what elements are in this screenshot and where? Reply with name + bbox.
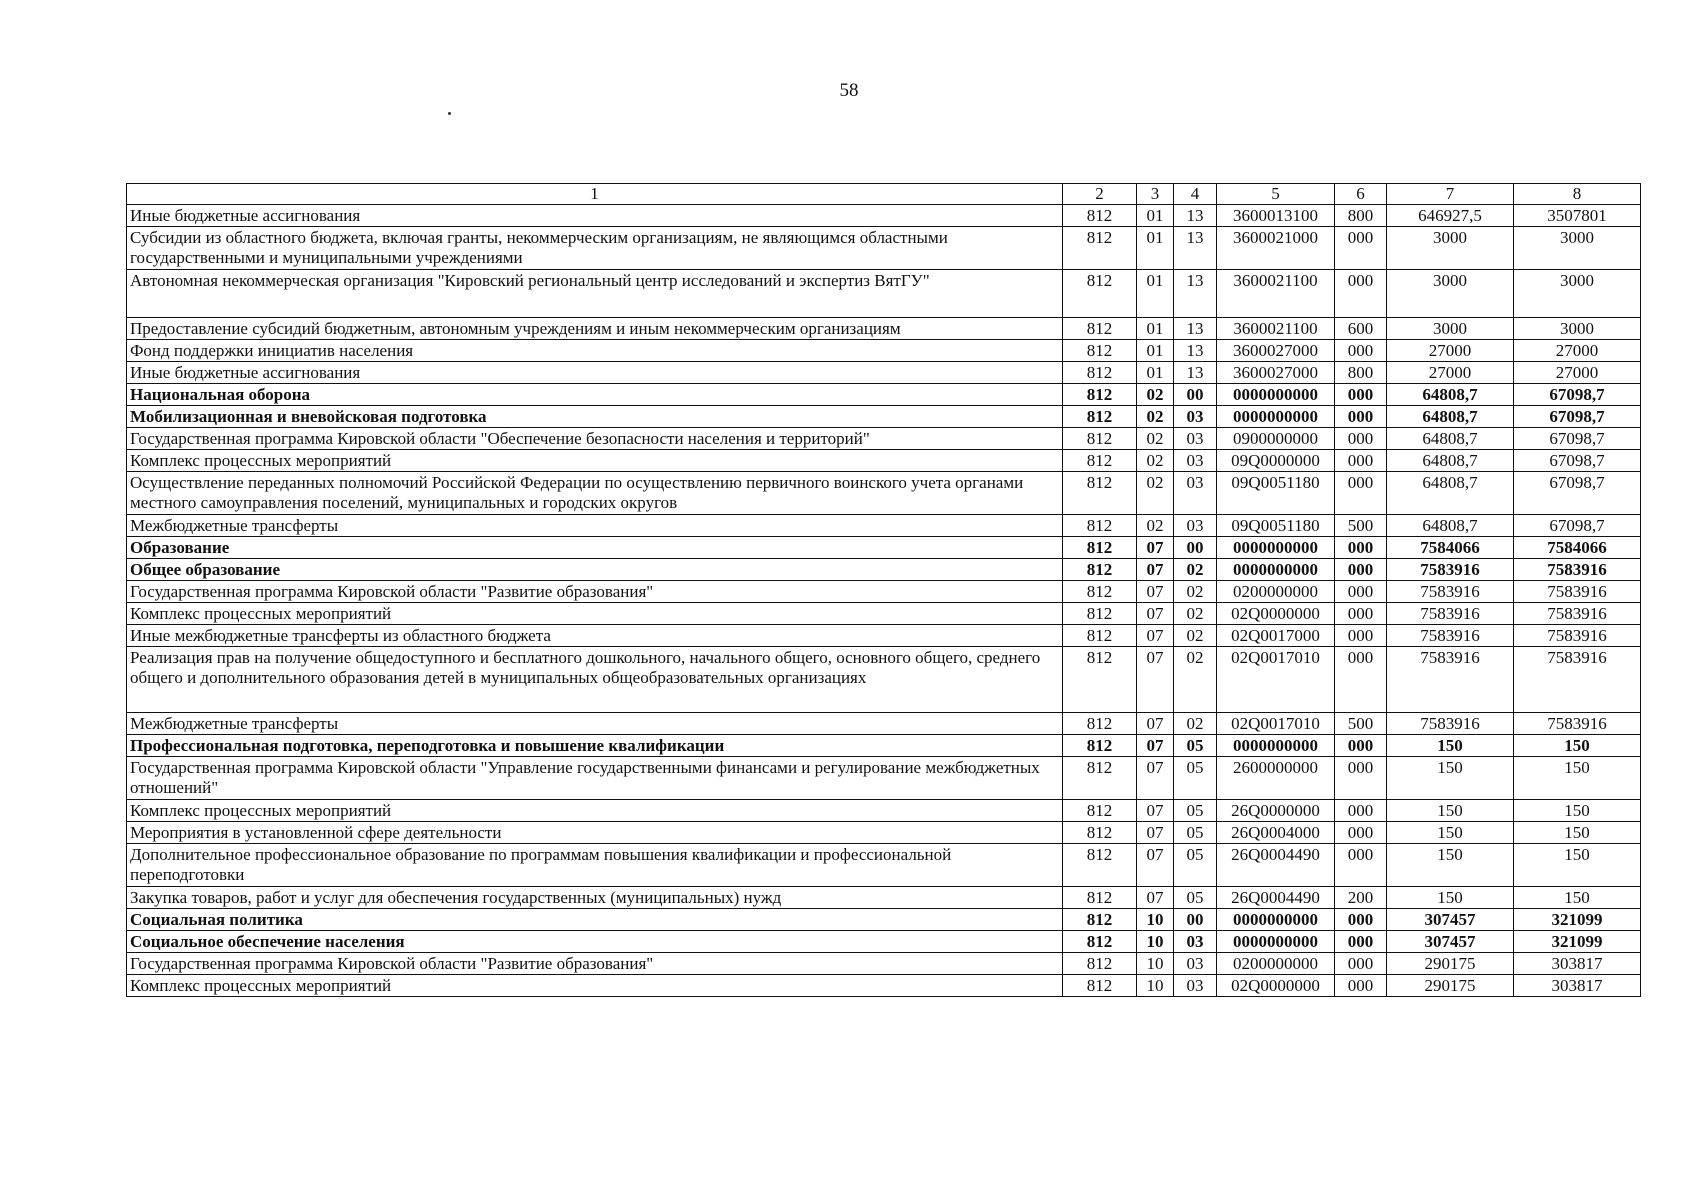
amount-year-2-cell: 321099 bbox=[1514, 909, 1641, 931]
amount-year-1-cell: 290175 bbox=[1387, 975, 1514, 997]
section-code-cell: 01 bbox=[1137, 227, 1174, 270]
amount-year-1-cell: 64808,7 bbox=[1387, 384, 1514, 406]
target-article-code-cell: 3600013100 bbox=[1217, 205, 1335, 227]
expense-type-code-cell: 000 bbox=[1335, 931, 1387, 953]
row-name-cell: Иные бюджетные ассигнования bbox=[127, 205, 1063, 227]
target-article-code-cell: 0000000000 bbox=[1217, 406, 1335, 428]
section-code-cell: 01 bbox=[1137, 270, 1174, 318]
amount-year-2-cell: 321099 bbox=[1514, 931, 1641, 953]
row-name-cell: Комплекс процессных мероприятий bbox=[127, 800, 1063, 822]
expense-type-code-cell: 000 bbox=[1335, 647, 1387, 713]
row-name-cell: Фонд поддержки инициатив населения bbox=[127, 340, 1063, 362]
amount-year-1-cell: 64808,7 bbox=[1387, 472, 1514, 515]
expense-type-code-cell: 000 bbox=[1335, 909, 1387, 931]
target-article-code-cell: 3600027000 bbox=[1217, 362, 1335, 384]
section-code-cell: 01 bbox=[1137, 362, 1174, 384]
budget-table bbox=[126, 183, 1641, 997]
subsection-code-cell: 03 bbox=[1174, 472, 1217, 515]
amount-year-2-cell: 7583916 bbox=[1514, 559, 1641, 581]
section-code-cell: 02 bbox=[1137, 450, 1174, 472]
subsection-code-cell: 03 bbox=[1174, 931, 1217, 953]
subsection-code-cell: 00 bbox=[1174, 537, 1217, 559]
table-row bbox=[127, 800, 1641, 822]
amount-year-1-cell: 64808,7 bbox=[1387, 406, 1514, 428]
section-code-cell: 07 bbox=[1137, 647, 1174, 713]
expense-type-code-cell: 000 bbox=[1335, 975, 1387, 997]
subsection-code-cell: 05 bbox=[1174, 887, 1217, 909]
grbs-code-cell: 812 bbox=[1063, 757, 1137, 800]
target-article-code-cell: 0000000000 bbox=[1217, 559, 1335, 581]
amount-year-2-cell: 150 bbox=[1514, 822, 1641, 844]
expense-type-code-cell: 000 bbox=[1335, 844, 1387, 887]
target-article-code-cell: 26Q0004490 bbox=[1217, 887, 1335, 909]
section-code-cell: 01 bbox=[1137, 205, 1174, 227]
grbs-code-cell: 812 bbox=[1063, 581, 1137, 603]
row-name-cell: Иные межбюджетные трансферты из областного бюджета bbox=[127, 625, 1063, 647]
amount-year-1-cell: 7583916 bbox=[1387, 603, 1514, 625]
header-row bbox=[127, 184, 1641, 205]
grbs-code-cell: 812 bbox=[1063, 647, 1137, 713]
subsection-code-cell: 02 bbox=[1174, 713, 1217, 735]
column-header-3: 3 bbox=[1137, 184, 1174, 205]
amount-year-2-cell: 27000 bbox=[1514, 362, 1641, 384]
table-row bbox=[127, 515, 1641, 537]
amount-year-2-cell: 150 bbox=[1514, 757, 1641, 800]
page-number: 58 bbox=[839, 80, 859, 101]
section-code-cell: 07 bbox=[1137, 603, 1174, 625]
grbs-code-cell: 812 bbox=[1063, 428, 1137, 450]
amount-year-1-cell: 290175 bbox=[1387, 953, 1514, 975]
section-code-cell: 07 bbox=[1137, 757, 1174, 800]
row-name-cell: Социальная политика bbox=[127, 909, 1063, 931]
expense-type-code-cell: 000 bbox=[1335, 384, 1387, 406]
row-name-cell: Национальная оборона bbox=[127, 384, 1063, 406]
amount-year-1-cell: 150 bbox=[1387, 887, 1514, 909]
expense-type-code-cell: 000 bbox=[1335, 227, 1387, 270]
amount-year-1-cell: 150 bbox=[1387, 757, 1514, 800]
expense-type-code-cell: 000 bbox=[1335, 270, 1387, 318]
section-code-cell: 02 bbox=[1137, 472, 1174, 515]
grbs-code-cell: 812 bbox=[1063, 384, 1137, 406]
row-name-cell: Субсидии из областного бюджета, включая гранты, некоммерческим организациям, не являющимся областными государственными и муниципальными учреждениями bbox=[127, 227, 1063, 270]
amount-year-2-cell: 150 bbox=[1514, 887, 1641, 909]
row-name-cell: Социальное обеспечение населения bbox=[127, 931, 1063, 953]
subsection-code-cell: 05 bbox=[1174, 844, 1217, 887]
row-name-cell: Профессиональная подготовка, переподготовка и повышение квалификации bbox=[127, 735, 1063, 757]
amount-year-1-cell: 150 bbox=[1387, 735, 1514, 757]
expense-type-code-cell: 000 bbox=[1335, 340, 1387, 362]
section-code-cell: 07 bbox=[1137, 537, 1174, 559]
table-row bbox=[127, 340, 1641, 362]
row-name-cell: Государственная программа Кировской области "Управление государственными финансами и регулирование межбюджетных отношений" bbox=[127, 757, 1063, 800]
amount-year-1-cell: 27000 bbox=[1387, 340, 1514, 362]
grbs-code-cell: 812 bbox=[1063, 909, 1137, 931]
target-article-code-cell: 3600021000 bbox=[1217, 227, 1335, 270]
target-article-code-cell: 26Q0000000 bbox=[1217, 800, 1335, 822]
grbs-code-cell: 812 bbox=[1063, 205, 1137, 227]
amount-year-1-cell: 64808,7 bbox=[1387, 428, 1514, 450]
amount-year-1-cell: 307457 bbox=[1387, 909, 1514, 931]
row-name-cell: Комплекс процессных мероприятий bbox=[127, 975, 1063, 997]
row-name-cell: Автономная некоммерческая организация "Кировский региональный центр исследований и экспертиз ВятГУ" bbox=[127, 270, 1063, 318]
amount-year-2-cell: 67098,7 bbox=[1514, 450, 1641, 472]
section-code-cell: 07 bbox=[1137, 735, 1174, 757]
grbs-code-cell: 812 bbox=[1063, 406, 1137, 428]
table-row bbox=[127, 887, 1641, 909]
grbs-code-cell: 812 bbox=[1063, 515, 1137, 537]
subsection-code-cell: 02 bbox=[1174, 625, 1217, 647]
section-code-cell: 02 bbox=[1137, 384, 1174, 406]
amount-year-1-cell: 3000 bbox=[1387, 270, 1514, 318]
subsection-code-cell: 13 bbox=[1174, 270, 1217, 318]
row-name-cell: Государственная программа Кировской области "Развитие образования" bbox=[127, 953, 1063, 975]
grbs-code-cell: 812 bbox=[1063, 537, 1137, 559]
expense-type-code-cell: 600 bbox=[1335, 318, 1387, 340]
column-header-2: 2 bbox=[1063, 184, 1137, 205]
amount-year-1-cell: 7584066 bbox=[1387, 537, 1514, 559]
grbs-code-cell: 812 bbox=[1063, 340, 1137, 362]
table-row bbox=[127, 931, 1641, 953]
grbs-code-cell: 812 bbox=[1063, 887, 1137, 909]
row-name-cell: Межбюджетные трансферты bbox=[127, 713, 1063, 735]
section-code-cell: 07 bbox=[1137, 581, 1174, 603]
row-name-cell: Реализация прав на получение общедоступного и бесплатного дошкольного, начального общего, основного общего, среднего общего и дополнительного образования детей в муниципальных общеобразовательных организациях bbox=[127, 647, 1063, 713]
amount-year-2-cell: 150 bbox=[1514, 735, 1641, 757]
amount-year-2-cell: 150 bbox=[1514, 800, 1641, 822]
row-name-cell: Общее образование bbox=[127, 559, 1063, 581]
target-article-code-cell: 0900000000 bbox=[1217, 428, 1335, 450]
grbs-code-cell: 812 bbox=[1063, 713, 1137, 735]
column-header-8: 8 bbox=[1514, 184, 1641, 205]
section-code-cell: 07 bbox=[1137, 559, 1174, 581]
expense-type-code-cell: 000 bbox=[1335, 625, 1387, 647]
expense-type-code-cell: 000 bbox=[1335, 472, 1387, 515]
expense-type-code-cell: 200 bbox=[1335, 887, 1387, 909]
table-row bbox=[127, 406, 1641, 428]
amount-year-2-cell: 7584066 bbox=[1514, 537, 1641, 559]
grbs-code-cell: 812 bbox=[1063, 450, 1137, 472]
subsection-code-cell: 05 bbox=[1174, 735, 1217, 757]
row-name-cell: Закупка товаров, работ и услуг для обеспечения государственных (муниципальных) нужд bbox=[127, 887, 1063, 909]
section-code-cell: 01 bbox=[1137, 318, 1174, 340]
subsection-code-cell: 13 bbox=[1174, 340, 1217, 362]
expense-type-code-cell: 000 bbox=[1335, 406, 1387, 428]
row-name-cell: Межбюджетные трансферты bbox=[127, 515, 1063, 537]
section-code-cell: 07 bbox=[1137, 800, 1174, 822]
expense-type-code-cell: 000 bbox=[1335, 428, 1387, 450]
column-header-5: 5 bbox=[1217, 184, 1335, 205]
table-row bbox=[127, 270, 1641, 318]
target-article-code-cell: 3600027000 bbox=[1217, 340, 1335, 362]
amount-year-1-cell: 7583916 bbox=[1387, 647, 1514, 713]
table-row bbox=[127, 603, 1641, 625]
subsection-code-cell: 13 bbox=[1174, 227, 1217, 270]
row-name-cell: Комплекс процессных мероприятий bbox=[127, 603, 1063, 625]
section-code-cell: 10 bbox=[1137, 931, 1174, 953]
grbs-code-cell: 812 bbox=[1063, 735, 1137, 757]
amount-year-1-cell: 7583916 bbox=[1387, 625, 1514, 647]
table-row bbox=[127, 757, 1641, 800]
subsection-code-cell: 03 bbox=[1174, 428, 1217, 450]
amount-year-1-cell: 646927,5 bbox=[1387, 205, 1514, 227]
table-row bbox=[127, 844, 1641, 887]
target-article-code-cell: 09Q0051180 bbox=[1217, 472, 1335, 515]
table-row bbox=[127, 647, 1641, 713]
amount-year-2-cell: 67098,7 bbox=[1514, 428, 1641, 450]
column-header-4: 4 bbox=[1174, 184, 1217, 205]
expense-type-code-cell: 000 bbox=[1335, 800, 1387, 822]
subsection-code-cell: 13 bbox=[1174, 318, 1217, 340]
expense-type-code-cell: 800 bbox=[1335, 362, 1387, 384]
amount-year-2-cell: 67098,7 bbox=[1514, 515, 1641, 537]
subsection-code-cell: 13 bbox=[1174, 362, 1217, 384]
amount-year-1-cell: 307457 bbox=[1387, 931, 1514, 953]
amount-year-1-cell: 150 bbox=[1387, 822, 1514, 844]
table-row bbox=[127, 975, 1641, 997]
subsection-code-cell: 03 bbox=[1174, 975, 1217, 997]
expense-type-code-cell: 000 bbox=[1335, 822, 1387, 844]
target-article-code-cell: 0200000000 bbox=[1217, 953, 1335, 975]
expense-type-code-cell: 000 bbox=[1335, 953, 1387, 975]
target-article-code-cell: 02Q0017000 bbox=[1217, 625, 1335, 647]
table-row bbox=[127, 227, 1641, 270]
target-article-code-cell: 0000000000 bbox=[1217, 909, 1335, 931]
section-code-cell: 07 bbox=[1137, 822, 1174, 844]
row-name-cell: Дополнительное профессиональное образование по программам повышения квалификации и профессиональной переподготовки bbox=[127, 844, 1063, 887]
section-code-cell: 10 bbox=[1137, 909, 1174, 931]
expense-type-code-cell: 500 bbox=[1335, 713, 1387, 735]
table-row bbox=[127, 581, 1641, 603]
target-article-code-cell: 0200000000 bbox=[1217, 581, 1335, 603]
target-article-code-cell: 26Q0004490 bbox=[1217, 844, 1335, 887]
amount-year-2-cell: 303817 bbox=[1514, 975, 1641, 997]
target-article-code-cell: 0000000000 bbox=[1217, 537, 1335, 559]
expense-type-code-cell: 500 bbox=[1335, 515, 1387, 537]
subsection-code-cell: 02 bbox=[1174, 559, 1217, 581]
table-row bbox=[127, 318, 1641, 340]
grbs-code-cell: 812 bbox=[1063, 270, 1137, 318]
scan-speck bbox=[448, 112, 451, 115]
expense-type-code-cell: 000 bbox=[1335, 735, 1387, 757]
amount-year-2-cell: 3000 bbox=[1514, 270, 1641, 318]
expense-type-code-cell: 000 bbox=[1335, 581, 1387, 603]
grbs-code-cell: 812 bbox=[1063, 844, 1137, 887]
amount-year-1-cell: 150 bbox=[1387, 844, 1514, 887]
target-article-code-cell: 02Q0000000 bbox=[1217, 975, 1335, 997]
grbs-code-cell: 812 bbox=[1063, 822, 1137, 844]
amount-year-1-cell: 7583916 bbox=[1387, 713, 1514, 735]
expense-type-code-cell: 000 bbox=[1335, 603, 1387, 625]
target-article-code-cell: 02Q0017010 bbox=[1217, 647, 1335, 713]
section-code-cell: 07 bbox=[1137, 625, 1174, 647]
subsection-code-cell: 13 bbox=[1174, 205, 1217, 227]
subsection-code-cell: 05 bbox=[1174, 757, 1217, 800]
grbs-code-cell: 812 bbox=[1063, 362, 1137, 384]
table-row bbox=[127, 559, 1641, 581]
target-article-code-cell: 02Q0017010 bbox=[1217, 713, 1335, 735]
grbs-code-cell: 812 bbox=[1063, 603, 1137, 625]
row-name-cell: Образование bbox=[127, 537, 1063, 559]
grbs-code-cell: 812 bbox=[1063, 800, 1137, 822]
grbs-code-cell: 812 bbox=[1063, 625, 1137, 647]
grbs-code-cell: 812 bbox=[1063, 931, 1137, 953]
row-name-cell: Государственная программа Кировской области "Развитие образования" bbox=[127, 581, 1063, 603]
amount-year-2-cell: 7583916 bbox=[1514, 581, 1641, 603]
amount-year-1-cell: 150 bbox=[1387, 800, 1514, 822]
amount-year-2-cell: 150 bbox=[1514, 844, 1641, 887]
table-row bbox=[127, 537, 1641, 559]
expense-type-code-cell: 000 bbox=[1335, 450, 1387, 472]
grbs-code-cell: 812 bbox=[1063, 472, 1137, 515]
expense-type-code-cell: 000 bbox=[1335, 757, 1387, 800]
amount-year-1-cell: 7583916 bbox=[1387, 581, 1514, 603]
amount-year-1-cell: 64808,7 bbox=[1387, 515, 1514, 537]
table-row bbox=[127, 822, 1641, 844]
target-article-code-cell: 3600021100 bbox=[1217, 318, 1335, 340]
subsection-code-cell: 00 bbox=[1174, 909, 1217, 931]
amount-year-2-cell: 67098,7 bbox=[1514, 472, 1641, 515]
section-code-cell: 07 bbox=[1137, 887, 1174, 909]
amount-year-2-cell: 3000 bbox=[1514, 227, 1641, 270]
table-row bbox=[127, 625, 1641, 647]
subsection-code-cell: 03 bbox=[1174, 406, 1217, 428]
subsection-code-cell: 03 bbox=[1174, 450, 1217, 472]
amount-year-2-cell: 303817 bbox=[1514, 953, 1641, 975]
target-article-code-cell: 0000000000 bbox=[1217, 735, 1335, 757]
subsection-code-cell: 05 bbox=[1174, 822, 1217, 844]
target-article-code-cell: 09Q0000000 bbox=[1217, 450, 1335, 472]
column-header-1: 1 bbox=[127, 184, 1063, 205]
subsection-code-cell: 03 bbox=[1174, 953, 1217, 975]
row-name-cell: Осуществление переданных полномочий Российской Федерации по осуществлению первичного воинского учета органами местного самоуправления поселений, муниципальных и городских округов bbox=[127, 472, 1063, 515]
amount-year-1-cell: 27000 bbox=[1387, 362, 1514, 384]
grbs-code-cell: 812 bbox=[1063, 559, 1137, 581]
row-name-cell: Комплекс процессных мероприятий bbox=[127, 450, 1063, 472]
column-header-6: 6 bbox=[1335, 184, 1387, 205]
grbs-code-cell: 812 bbox=[1063, 318, 1137, 340]
table-row bbox=[127, 953, 1641, 975]
table-row bbox=[127, 472, 1641, 515]
subsection-code-cell: 05 bbox=[1174, 800, 1217, 822]
row-name-cell: Иные бюджетные ассигнования bbox=[127, 362, 1063, 384]
table-row bbox=[127, 384, 1641, 406]
expense-type-code-cell: 000 bbox=[1335, 559, 1387, 581]
amount-year-1-cell: 7583916 bbox=[1387, 559, 1514, 581]
row-name-cell: Мобилизационная и вневойсковая подготовка bbox=[127, 406, 1063, 428]
section-code-cell: 10 bbox=[1137, 953, 1174, 975]
amount-year-1-cell: 3000 bbox=[1387, 227, 1514, 270]
row-name-cell: Предоставление субсидий бюджетным, автономным учреждениям и иным некоммерческим организациям bbox=[127, 318, 1063, 340]
subsection-code-cell: 02 bbox=[1174, 581, 1217, 603]
column-header-7: 7 bbox=[1387, 184, 1514, 205]
target-article-code-cell: 26Q0004000 bbox=[1217, 822, 1335, 844]
table-row bbox=[127, 909, 1641, 931]
section-code-cell: 01 bbox=[1137, 340, 1174, 362]
target-article-code-cell: 09Q0051180 bbox=[1217, 515, 1335, 537]
amount-year-2-cell: 7583916 bbox=[1514, 603, 1641, 625]
table-row bbox=[127, 713, 1641, 735]
amount-year-2-cell: 7583916 bbox=[1514, 625, 1641, 647]
table-row bbox=[127, 362, 1641, 384]
subsection-code-cell: 02 bbox=[1174, 603, 1217, 625]
subsection-code-cell: 03 bbox=[1174, 515, 1217, 537]
subsection-code-cell: 00 bbox=[1174, 384, 1217, 406]
expense-type-code-cell: 000 bbox=[1335, 537, 1387, 559]
subsection-code-cell: 02 bbox=[1174, 647, 1217, 713]
amount-year-2-cell: 7583916 bbox=[1514, 647, 1641, 713]
amount-year-2-cell: 67098,7 bbox=[1514, 406, 1641, 428]
grbs-code-cell: 812 bbox=[1063, 975, 1137, 997]
section-code-cell: 07 bbox=[1137, 713, 1174, 735]
amount-year-2-cell: 3507801 bbox=[1514, 205, 1641, 227]
target-article-code-cell: 02Q0000000 bbox=[1217, 603, 1335, 625]
grbs-code-cell: 812 bbox=[1063, 953, 1137, 975]
target-article-code-cell: 2600000000 bbox=[1217, 757, 1335, 800]
section-code-cell: 07 bbox=[1137, 844, 1174, 887]
section-code-cell: 02 bbox=[1137, 515, 1174, 537]
table-row bbox=[127, 428, 1641, 450]
target-article-code-cell: 3600021100 bbox=[1217, 270, 1335, 318]
target-article-code-cell: 0000000000 bbox=[1217, 384, 1335, 406]
section-code-cell: 10 bbox=[1137, 975, 1174, 997]
table-row bbox=[127, 205, 1641, 227]
table-row bbox=[127, 735, 1641, 757]
amount-year-2-cell: 3000 bbox=[1514, 318, 1641, 340]
amount-year-1-cell: 3000 bbox=[1387, 318, 1514, 340]
grbs-code-cell: 812 bbox=[1063, 227, 1137, 270]
amount-year-2-cell: 7583916 bbox=[1514, 713, 1641, 735]
amount-year-2-cell: 67098,7 bbox=[1514, 384, 1641, 406]
row-name-cell: Государственная программа Кировской области "Обеспечение безопасности населения и территорий" bbox=[127, 428, 1063, 450]
table-body bbox=[127, 205, 1641, 997]
table-row bbox=[127, 450, 1641, 472]
section-code-cell: 02 bbox=[1137, 428, 1174, 450]
expense-type-code-cell: 800 bbox=[1335, 205, 1387, 227]
row-name-cell: Мероприятия в установленной сфере деятельности bbox=[127, 822, 1063, 844]
section-code-cell: 02 bbox=[1137, 406, 1174, 428]
target-article-code-cell: 0000000000 bbox=[1217, 931, 1335, 953]
amount-year-1-cell: 64808,7 bbox=[1387, 450, 1514, 472]
amount-year-2-cell: 27000 bbox=[1514, 340, 1641, 362]
